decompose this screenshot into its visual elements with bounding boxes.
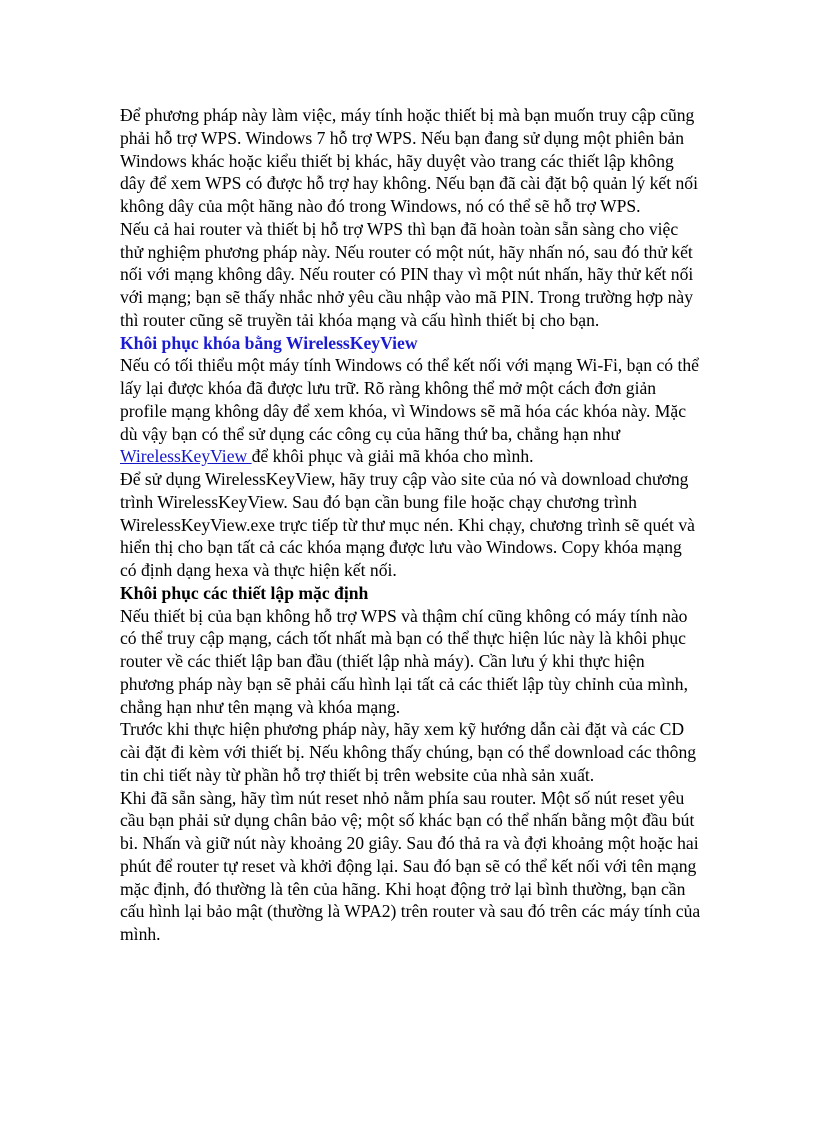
heading-restore-defaults: Khôi phục các thiết lập mặc định: [120, 582, 369, 603]
paragraph-router-wps: Nếu cả hai router và thiết bị hỗ trợ WPS thì bạn đã hoàn toàn sẵn sàng cho việc thử nghiệm phương pháp này. Nếu router có một nút, hãy nhấn nó, sau đó thử kết nối với mạng không dây. Nếu router có PIN thay vì một nút nhấn, hãy thử kết nối với mạng; bạn sẽ thấy nhắc nhở yêu cầu nhập vào mã PIN. Trong trường hợp này thì router cũng sẽ truyền tải khóa mạng và cấu hình thiết bị cho bạn.: [120, 218, 694, 330]
paragraph-restore-intro: Nếu thiết bị của bạn không hỗ trợ WPS và thậm chí cũng không có máy tính nào có thể truy cập mạng, cách tốt nhất mà bạn có thể thực hiện lúc này là khôi phục router về các thiết lập ban đầu (thiết lập nhà máy). Cần lưu ý khi thực hiện phương pháp này bạn sẽ phải cấu hình lại tất cả các thiết lập tùy chỉnh của mình, chẳng hạn như tên mạng và khóa mạng.: [120, 605, 688, 717]
paragraph-wirelesskeyview-intro: [120, 354, 702, 468]
paragraph-text-before-link: Nếu có tối thiểu một máy tính Windows có thể kết nối với mạng Wi-Fi, bạn có thể lấy lại được khóa đã được lưu trữ. Rõ ràng không thể mở một cách đơn giản profile mạng không dây để xem khóa, vì Windows sẽ mã hóa các khóa này. Mặc dù vậy bạn có thể sử dụng các công cụ của hãng thứ ba, chẳng hạn như: [120, 355, 699, 444]
paragraph-reset-steps: Khi đã sẵn sàng, hãy tìm nút reset nhỏ nằm phía sau router. Một số nút reset yêu cầu bạn phải sử dụng chân bảo vệ; một số khác bạn có thể nhấn bằng một đầu bút bi. Nhấn và giữ nút này khoảng 20 giây. Sau đó thả ra và đợi khoảng một hoặc hai phút để router tự reset và khởi động lại. Sau đó bạn sẽ có thể kết nối với tên mạng mặc định, đó thường là tên của hãng. Khi hoạt động trở lại bình thường, bạn cần cấu hình lại bảo mật (thường là WPA2) trên router và sau đó trên các máy tính của mình.: [120, 787, 701, 944]
paragraph-wps-support: Để phương pháp này làm việc, máy tính hoặc thiết bị mà bạn muốn truy cập cũng phải hỗ trợ WPS. Windows 7 hỗ trợ WPS. Nếu bạn đang sử dụng một phiên bản Windows khác hoặc kiểu thiết bị khác, hãy duyệt vào trang các thiết lập không dây để xem WPS có được hỗ trợ hay không. Nếu bạn đã cài đặt bộ quản lý kết nối không dây của một hãng nào đó trong Windows, nó có thể sẽ hỗ trợ WPS.: [120, 105, 698, 216]
paragraph-wirelesskeyview-usage: Để sử dụng WirelessKeyView, hãy truy cập vào site của nó và download chương trình WirelessKeyView. Sau đó bạn cần bung file hoặc chạy chương trình WirelessKeyView.exe trực tiếp từ thư mục nén. Khi chạy, chương trình sẽ quét và hiển thị cho bạn tất cả các khóa mạng được lưu vào Windows. Copy khóa mạng có định dạng hexa và thực hiện kết nối.: [120, 469, 695, 580]
paragraph-restore-before: Trước khi thực hiện phương pháp này, hãy xem kỹ hướng dẫn cài đặt và các CD cài đặt đi kèm với thiết bị. Nếu không thấy chúng, bạn có thể download các thông tin chi tiết này từ phần hỗ trợ thiết bị trên website của nhà sản xuất.: [120, 719, 697, 785]
heading-wirelesskeyview: Khôi phục khóa bằng WirelessKeyView: [120, 332, 418, 353]
wirelesskeyview-link[interactable]: WirelessKeyView: [120, 446, 252, 467]
document-page: [120, 104, 702, 946]
paragraph-text-after-link: để khôi phục và giải mã khóa cho mình.: [251, 446, 534, 467]
